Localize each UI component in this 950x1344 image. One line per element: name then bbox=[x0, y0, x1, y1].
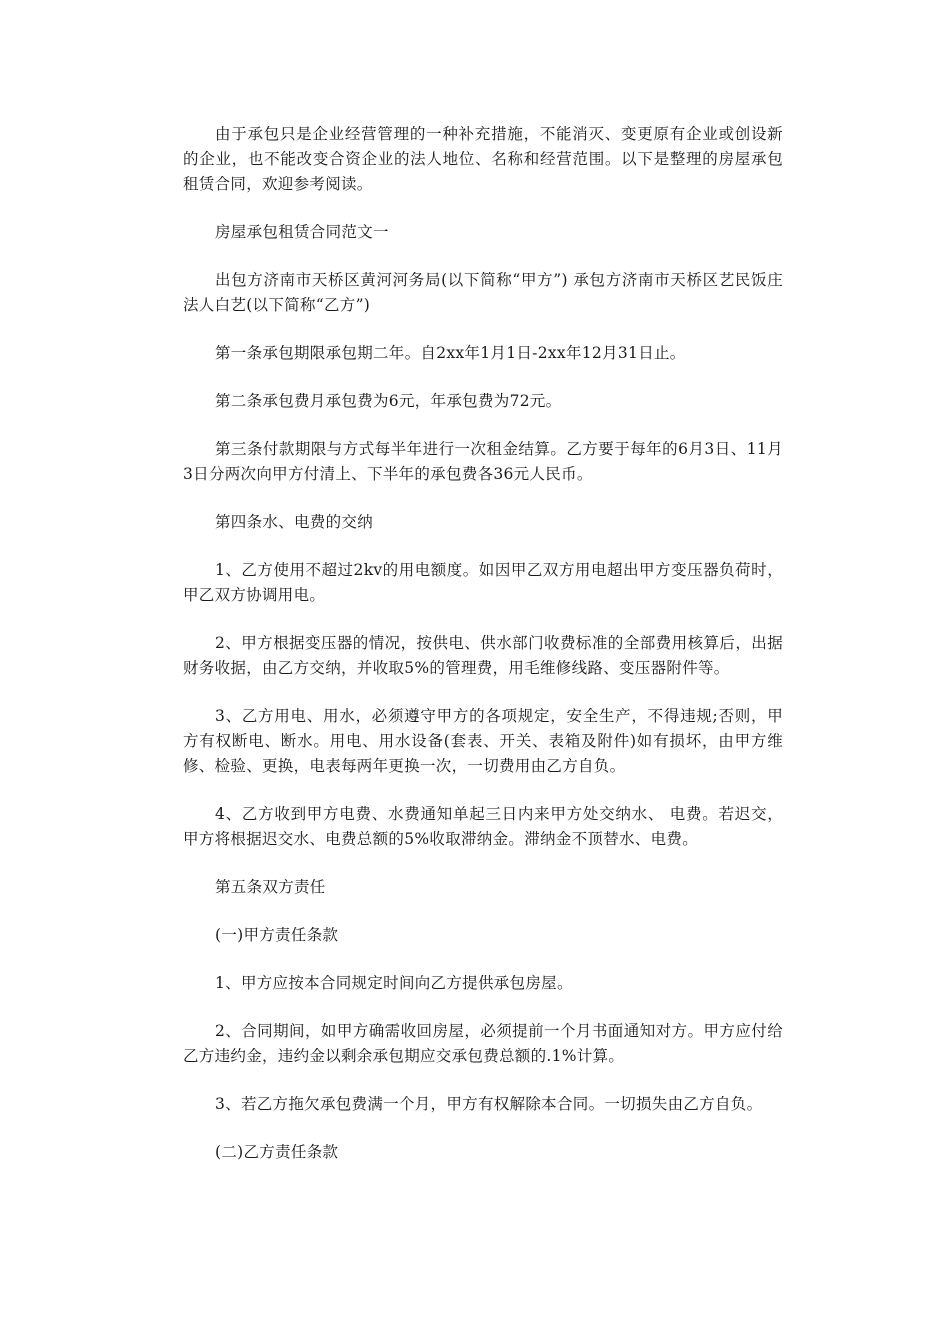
article-1-term: 第一条承包期限承包期二年。自2xx年1月1日-2xx年12月31日止。 bbox=[215, 344, 686, 362]
document-title: 房屋承包租赁合同范文一 bbox=[215, 223, 389, 241]
article-4-heading: 第四条水、电费的交纳 bbox=[215, 513, 374, 531]
article-2-fee: 第二条承包费月承包费为6元，年承包费为72元。 bbox=[215, 392, 562, 410]
article-4-clause-3: 3、乙方用电、用水，必须遵守甲方的各项规定，安全生产，不得违规;否则，甲方有权断电、断水。用电、用水设备(套表、开关、表箱及附件)如有损坏，由甲方维修、检验、更换，电表每两年更换一次，一切费用由乙方自负。 bbox=[183, 707, 783, 775]
document-body bbox=[183, 122, 783, 1165]
article-4-clause-1: 1、乙方使用不超过2kv的用电额度。如因甲乙双方用电超出甲方变压器负荷时，甲乙双方协调用电。 bbox=[183, 561, 783, 604]
parties-paragraph: 出包方济南市天桥区黄河河务局(以下简称“甲方”) 承包方济南市天桥区艺民饭庄 法人白艺(以下简称“乙方”) bbox=[183, 271, 783, 314]
article-4-clause-2: 2、甲方根据变压器的情况，按供电、供水部门收费标准的全部费用核算后，出据财务收据，由乙方交纳，并收取5%的管理费，用毛维修线路、变压器附件等。 bbox=[183, 634, 783, 677]
party-b-heading: (二)乙方责任条款 bbox=[215, 1143, 339, 1161]
party-a-heading: (一)甲方责任条款 bbox=[215, 926, 339, 944]
party-a-clause-3: 3、若乙方拖欠承包费满一个月，甲方有权解除本合同。一切损失由乙方自负。 bbox=[215, 1095, 763, 1113]
intro-paragraph: 由于承包只是企业经营管理的一种补充措施，不能消灭、变更原有企业或创设新的企业，也不能改变合资企业的法人地位、名称和经营范围。以下是整理的房屋承包租赁合同，欢迎参考阅读。 bbox=[183, 125, 783, 193]
party-a-clause-2: 2、合同期间，如甲方确需收回房屋，必须提前一个月书面通知对方。甲方应付给乙方违约金，违约金以剩余承包期应交承包费总额的.1%计算。 bbox=[183, 1022, 783, 1065]
article-5-heading: 第五条双方责任 bbox=[215, 878, 326, 896]
article-4-clause-4: 4、乙方收到甲方电费、水费通知单起三日内来甲方处交纳水、 电费。若迟交，甲方将根据迟交水、电费总额的5%收取滞纳金。滞纳金不顶替水、电费。 bbox=[183, 805, 783, 848]
article-3-payment: 第三条付款期限与方式每半年进行一次租金结算。乙方要于每年的6月3日、11月3日分两次向甲方付清上、下半年的承包费各36元人民币。 bbox=[183, 440, 783, 483]
party-a-clause-1: 1、甲方应按本合同规定时间向乙方提供承包房屋。 bbox=[215, 974, 573, 992]
